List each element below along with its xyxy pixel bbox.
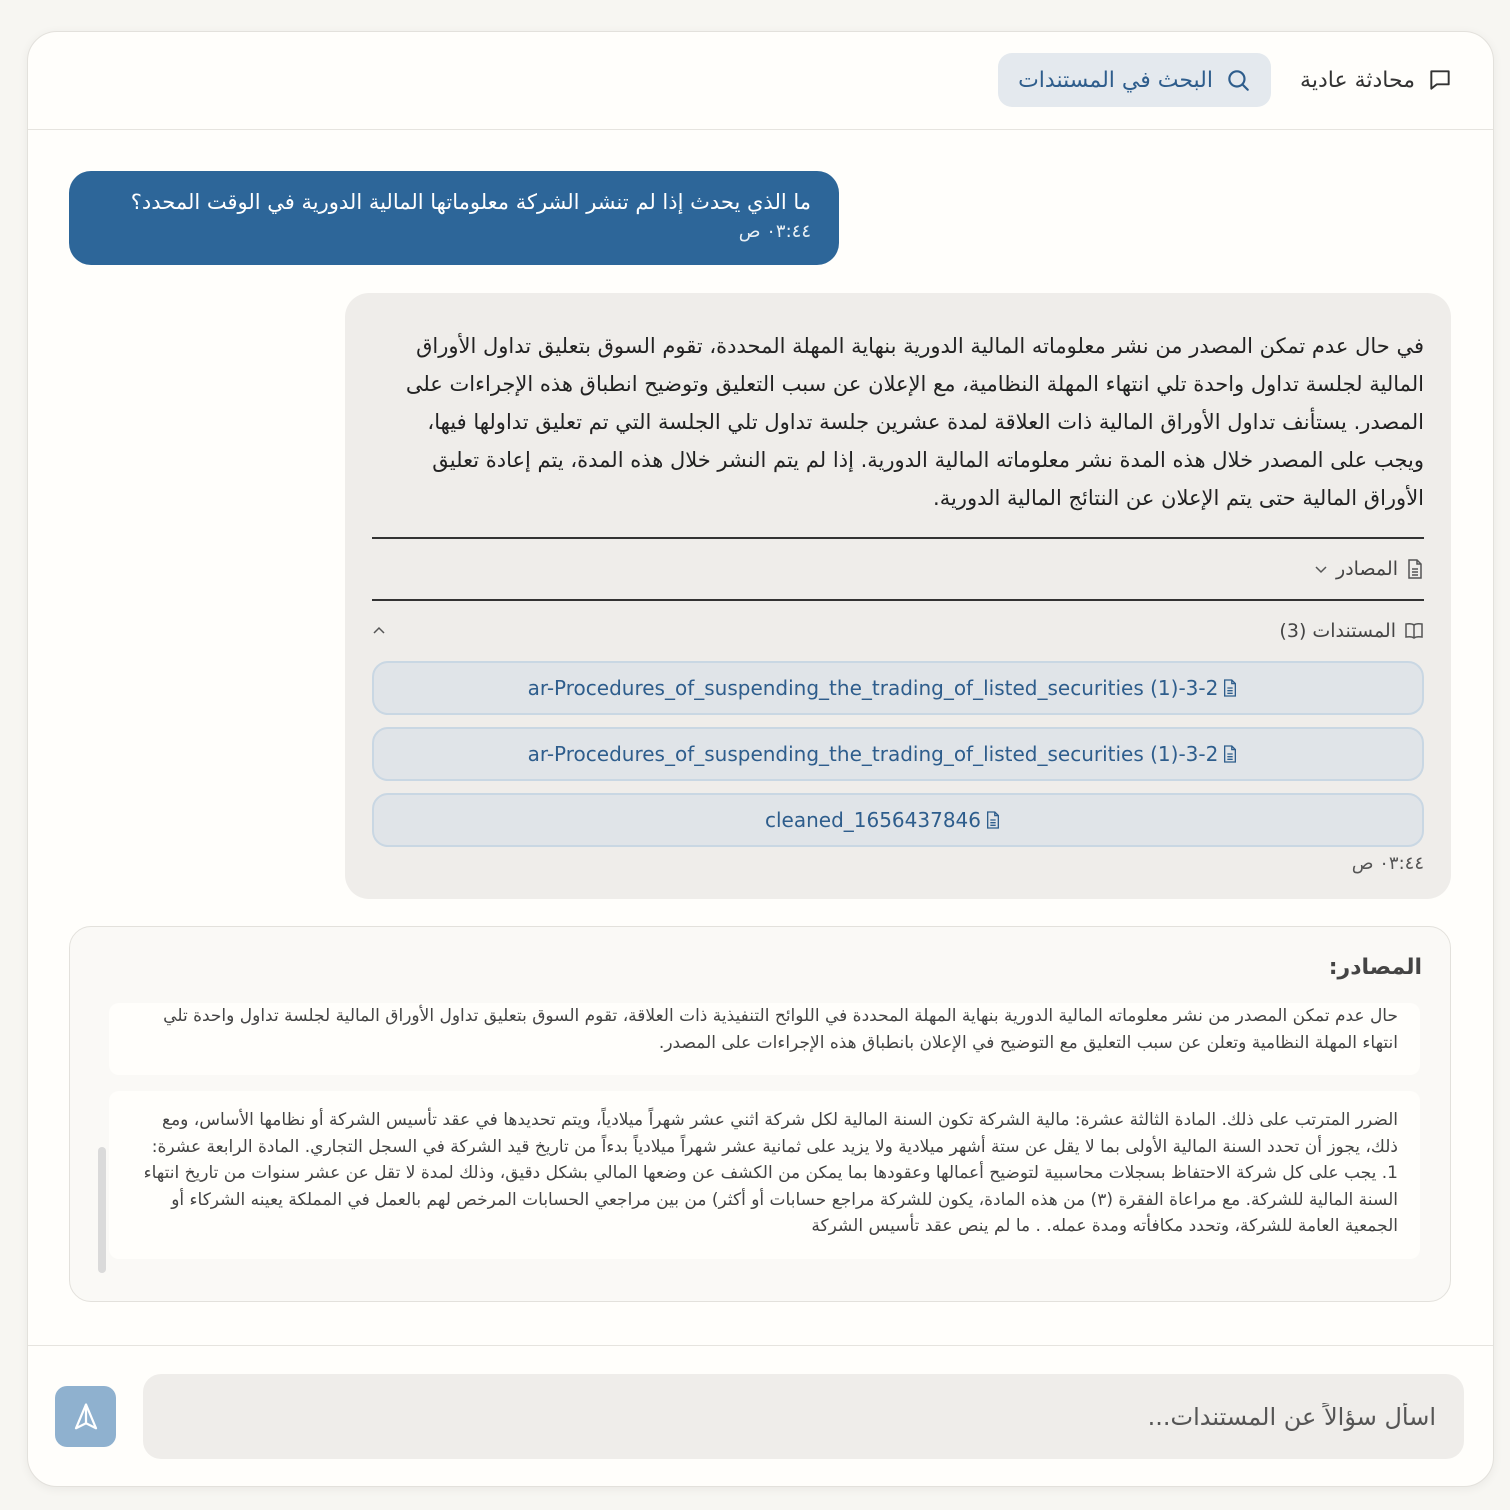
assistant-message: [345, 293, 1451, 899]
book-icon: [1404, 622, 1424, 640]
document-link[interactable]: [372, 661, 1424, 715]
assistant-message-time: ٠٣:٤٤ ص: [1351, 853, 1424, 874]
document-name: cleaned_1656437846: [764, 808, 982, 832]
chat-header: [28, 32, 1493, 130]
user-message-time: ٠٣:٤٤ ص: [738, 221, 811, 242]
document-link[interactable]: [372, 727, 1424, 781]
document-icon: [1406, 559, 1424, 579]
send-icon: [71, 1402, 101, 1432]
normal-chat-label: محادثة عادية: [1300, 67, 1415, 93]
normal-chat-button[interactable]: [1280, 53, 1473, 107]
source-excerpt: حال عدم تمكن المصدر من نشر معلوماته المالية الدورية بنهاية المهلة المحددة في اللوائح التنفيذية ذات العلاقة، تقوم السوق بتعليق تداول الأوراق المالية لجلسة تداول واحدة تلي انتهاء المهلة النظامية وتعلن عن سبب التعليق مع التوضيح في الإعلان بانطباق هذه الإجراءات على المصدر.: [109, 1003, 1420, 1075]
document-icon: [985, 811, 1001, 829]
document-icon: [1222, 745, 1238, 763]
sources-toggle[interactable]: [372, 539, 1424, 599]
search-documents-button[interactable]: [998, 53, 1271, 107]
source-excerpt: الضرر المترتب على ذلك. المادة الثالثة عشرة: مالية الشركة تكون السنة المالية لكل شركة اثني عشر شهراً ميلادياً، ويتم تحديدها في عقد تأسيس الشركة أو نظامها الأساس، ومع ذلك، يجوز أن تحدد السنة المالية الأولى بما لا يقل عن ستة أشهر ميلادية ولا يزيد على ثمانية عشر شهراً ميلادياً بدءاً من تاريخ قيد الشركة في السجل التجاري. المادة الرابعة عشرة: 1. يجب على كل شركة الاحتفاظ بسجلات محاسبية لتوضيح أعمالها وعقودها بما يمكن من الكشف عن وضعها المالي بشكل دقيق، وذلك لمدة لا تقل عن عشر سنوات من تاريخ انتهاء السنة المالية للشركة. مع مراعاة الفقرة (٣) من هذه المادة، يكون للشركة مراجع حسابات أو أكثر) من بين مراجعي الحسابات المرخص لهم بالعمل في المملكة يعينه الشركاء أو الجمعية العامة للشركة، وتحدد مكافأته ومدة عمله. . ما لم ينص عقد تأسيس الشركة: [109, 1091, 1420, 1259]
search-icon: [1225, 67, 1251, 93]
chevron-up-icon: [372, 624, 386, 638]
document-list: [372, 661, 1424, 847]
user-message-text: ما الذي يحدث إذا لم تنشر الشركة معلوماتها المالية الدورية في الوقت المحدد؟: [130, 190, 811, 214]
sources-toggle-label: المصادر: [1336, 558, 1398, 580]
sources-panel: [69, 926, 1451, 1302]
document-icon: [1222, 679, 1238, 697]
assistant-message-text: في حال عدم تمكن المصدر من نشر معلوماته المالية الدورية بنهاية المهلة المحددة، تقوم السوق بتعليق تداول الأوراق المالية لجلسة تداول واحدة تلي انتهاء المهلة النظامية، مع الإعلان عن سبب التعليق وتوضيح انطباق هذه الإجراءات على المصدر. يستأنف تداول الأوراق المالية ذات العلاقة لمدة عشرين جلسة تداول تلي الجلسة التي تم تعليق تداولها فيها، ويجب على المصدر خلال هذه المدة نشر معلوماته المالية الدورية. إذا لم يتم النشر خلال هذه المدة، يتم إعادة تعليق الأوراق المالية حتى يتم الإعلان عن النتائج المالية الدورية.: [405, 334, 1424, 510]
scrollbar[interactable]: [98, 1147, 106, 1273]
search-documents-label: البحث في المستندات: [1018, 67, 1213, 93]
sources-title: المصادر:: [1328, 955, 1422, 980]
documents-toggle[interactable]: [372, 601, 1424, 661]
question-input[interactable]: [143, 1374, 1464, 1459]
document-link[interactable]: [372, 793, 1424, 847]
document-name: ar-Procedures_of_suspending_the_trading_of_listed_securities (1)-3-2: [527, 676, 1219, 700]
composer: [28, 1345, 1493, 1486]
chat-window: [27, 31, 1494, 1487]
chevron-down-icon: [1314, 562, 1328, 576]
send-button[interactable]: [55, 1386, 116, 1447]
user-message: [69, 171, 839, 265]
documents-label: المستندات (3): [1279, 620, 1396, 642]
document-name: ar-Procedures_of_suspending_the_trading_of_listed_securities (1)-3-2: [527, 742, 1219, 766]
chat-bubble-icon: [1427, 67, 1453, 93]
